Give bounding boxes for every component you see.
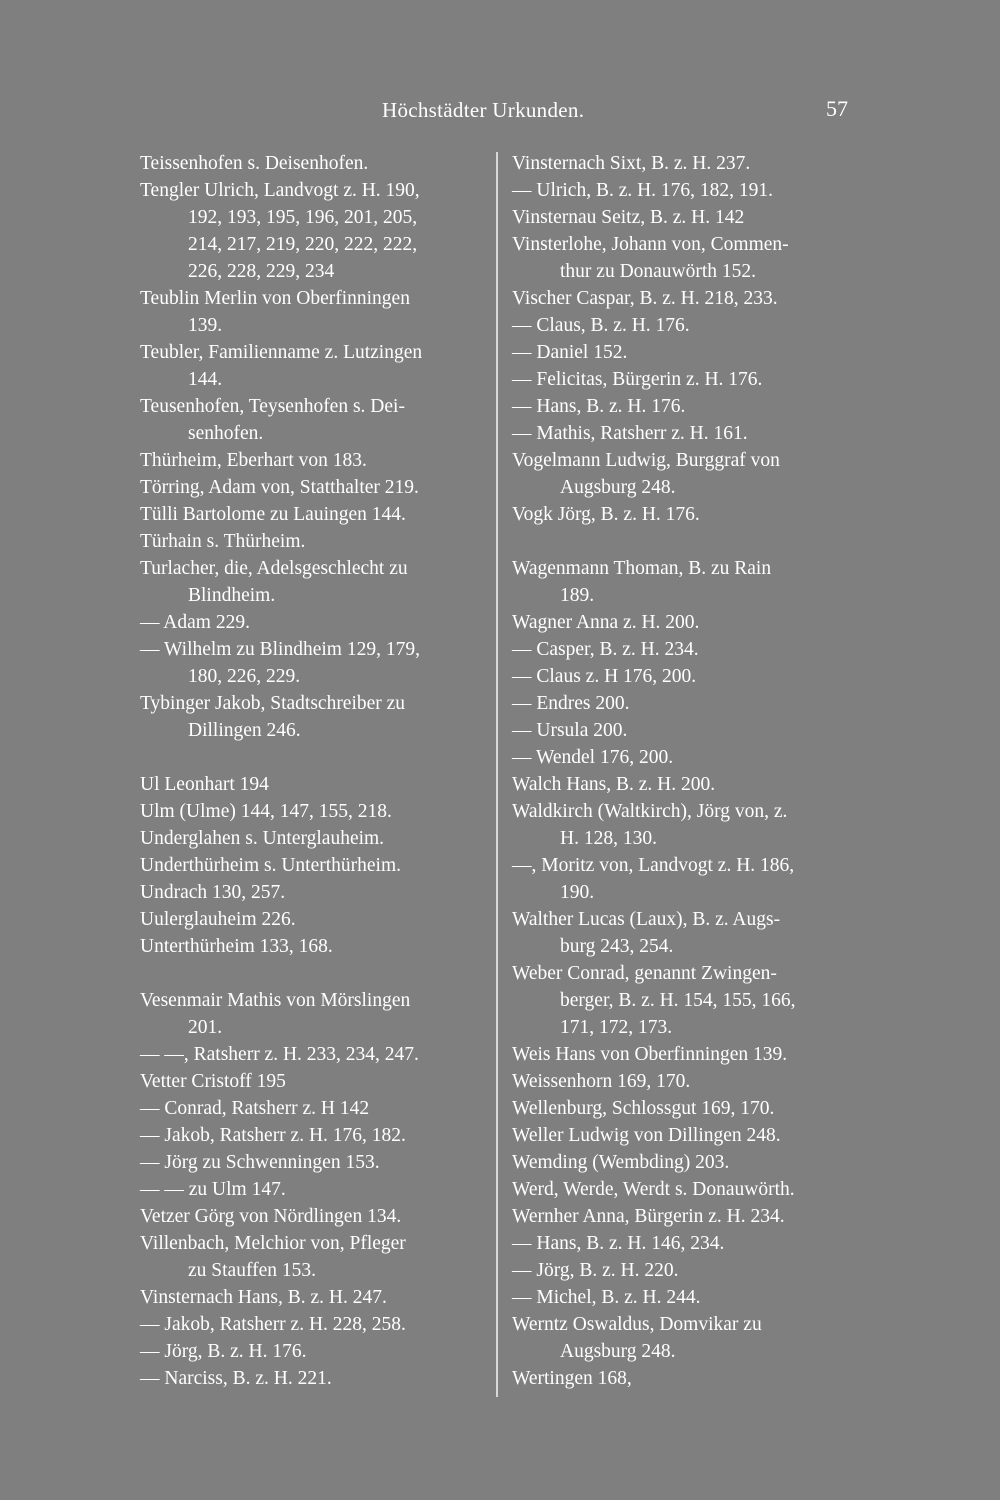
index-entry: Ulm (Ulme) 144, 147, 155, 218. [140, 801, 392, 822]
index-entry-continuation: 180, 226, 229. [188, 666, 301, 687]
section-gap [140, 960, 500, 987]
index-entry-continuation: 226, 228, 229, 234 [188, 261, 335, 282]
index-entry: Wellenburg, Schlossgut 169, 170. [512, 1098, 775, 1119]
index-entry: Vischer Caspar, B. z. H. 218, 233. [512, 288, 778, 309]
index-entry-continuation: 190. [560, 882, 595, 903]
running-title: Höchstädter Urkunden. [382, 98, 585, 122]
index-entry-continuation: 171, 172, 173. [560, 1017, 673, 1038]
index-entry: — Felicitas, Bürgerin z. H. 176. [512, 369, 763, 390]
index-entry: Werntz Oswaldus, Domvikar zu [512, 1314, 762, 1335]
index-entry: — Claus, B. z. H. 176. [512, 315, 690, 336]
index-entry: Vogelmann Ludwig, Burggraf von [512, 450, 780, 471]
index-entry: — — zu Ulm 147. [140, 1179, 286, 1200]
left-index-column [140, 150, 500, 1392]
index-entry: — Endres 200. [512, 693, 630, 714]
index-entry-continuation: berger, B. z. H. 154, 155, 166, [560, 990, 796, 1011]
index-entry: Türhain s. Thürheim. [140, 531, 306, 552]
index-entry: — Jakob, Ratsherr z. H. 176, 182. [140, 1125, 406, 1146]
index-entry: Waldkirch (Waltkirch), Jörg von, z. [512, 801, 788, 822]
index-entry-continuation: senhofen. [188, 423, 264, 444]
index-entry: — Ursula 200. [512, 720, 628, 741]
index-entry-continuation: 214, 217, 219, 220, 222, 222, [188, 234, 418, 255]
index-entry: — Jörg, B. z. H. 220. [512, 1260, 679, 1281]
index-entry: Tengler Ulrich, Landvogt z. H. 190, [140, 180, 420, 201]
index-entry: Teusenhofen, Teysenhofen s. Dei- [140, 396, 405, 417]
page-number: 57 [826, 96, 848, 121]
index-entry: Ul Leonhart 194 [140, 774, 269, 795]
index-entry: Unterthürheim 133, 168. [140, 936, 333, 957]
index-entry: Wertingen 168, [512, 1368, 632, 1389]
index-entry: — Hans, B. z. H. 146, 234. [512, 1233, 725, 1254]
index-entry: Walther Lucas (Laux), B. z. Augs- [512, 909, 781, 930]
index-entry: Vetzer Görg von Nördlingen 134. [140, 1206, 402, 1227]
index-entry: —, Moritz von, Landvogt z. H. 186, [512, 855, 795, 876]
index-entry: Underthürheim s. Unterthürheim. [140, 855, 402, 876]
index-entry-continuation: 144. [188, 369, 223, 390]
column-divider [496, 152, 498, 1397]
index-entry: — Daniel 152. [512, 342, 628, 363]
index-entry: Weller Ludwig von Dillingen 248. [512, 1125, 781, 1146]
index-entry: — Narciss, B. z. H. 221. [140, 1368, 332, 1389]
index-entry: — Jörg zu Schwenningen 153. [140, 1152, 380, 1173]
right-index-column [512, 150, 882, 1392]
index-entry: Wernher Anna, Bürgerin z. H. 234. [512, 1206, 785, 1227]
index-entry: Thürheim, Eberhart von 183. [140, 450, 367, 471]
index-entry: Vinsternau Seitz, B. z. H. 142 [512, 207, 745, 228]
index-entry: — Mathis, Ratsherr z. H. 161. [512, 423, 748, 444]
page-header [0, 92, 1000, 132]
index-entry-continuation: zu Stauffen 153. [188, 1260, 316, 1281]
index-entry: Vinsternach Hans, B. z. H. 247. [140, 1287, 387, 1308]
index-entry: — Claus z. H 176, 200. [512, 666, 697, 687]
index-entry: — Casper, B. z. H. 234. [512, 639, 699, 660]
index-entry: Vogk Jörg, B. z. H. 176. [512, 504, 700, 525]
index-entry: — Wilhelm zu Blindheim 129, 179, [140, 639, 420, 660]
index-entry: Werd, Werde, Werdt s. Donauwörth. [512, 1179, 795, 1200]
index-entry: — Conrad, Ratsherr z. H 142 [140, 1098, 370, 1119]
index-entry: Wemding (Wembding) 203. [512, 1152, 730, 1173]
index-entry: — Wendel 176, 200. [512, 747, 674, 768]
index-entry: Tülli Bartolome zu Lauingen 144. [140, 504, 406, 525]
index-entry: Teissenhofen s. Deisenhofen. [140, 153, 369, 174]
index-entry-continuation: Blindheim. [188, 585, 276, 606]
index-entry: — —, Ratsherr z. H. 233, 234, 247. [140, 1044, 419, 1065]
index-entry: Vesenmair Mathis von Mörslingen [140, 990, 411, 1011]
section-gap [140, 744, 500, 771]
index-entry: — Jakob, Ratsherr z. H. 228, 258. [140, 1314, 406, 1335]
index-entry: Weissenhorn 169, 170. [512, 1071, 691, 1092]
index-entry: Vetter Cristoff 195 [140, 1071, 286, 1092]
index-entry-continuation: thur zu Donauwörth 152. [560, 261, 757, 282]
index-entry: Underglahen s. Unterglauheim. [140, 828, 385, 849]
index-entry-continuation: 192, 193, 195, 196, 201, 205, [188, 207, 418, 228]
index-entry-continuation: Augsburg 248. [560, 477, 676, 498]
index-entry-continuation: 189. [560, 585, 595, 606]
index-entry: Törring, Adam von, Statthalter 219. [140, 477, 419, 498]
index-entry: Weber Conrad, genannt Zwingen- [512, 963, 777, 984]
index-entry: — Ulrich, B. z. H. 176, 182, 191. [512, 180, 774, 201]
index-entry-continuation: H. 128, 130. [560, 828, 657, 849]
index-entry: Turlacher, die, Adelsgeschlecht zu [140, 558, 408, 579]
index-entry: — Hans, B. z. H. 176. [512, 396, 686, 417]
index-entry: Wagenmann Thoman, B. zu Rain [512, 558, 772, 579]
index-entry: Wagner Anna z. H. 200. [512, 612, 700, 633]
index-entry: — Michel, B. z. H. 244. [512, 1287, 701, 1308]
index-entry: Vinsterlohe, Johann von, Commen- [512, 234, 789, 255]
index-entry: Uulerglauheim 226. [140, 909, 296, 930]
index-entry: Teublin Merlin von Oberfinningen [140, 288, 410, 309]
index-entry: Undrach 130, 257. [140, 882, 286, 903]
index-entry-continuation: Augsburg 248. [560, 1341, 676, 1362]
index-entry: Weis Hans von Oberfinningen 139. [512, 1044, 788, 1065]
index-entry: Walch Hans, B. z. H. 200. [512, 774, 716, 795]
index-entry-continuation: 139. [188, 315, 223, 336]
index-entry: Vinsternach Sixt, B. z. H. 237. [512, 153, 751, 174]
index-entry-continuation: 201. [188, 1017, 223, 1038]
index-entry: Villenbach, Melchior von, Pfleger [140, 1233, 406, 1254]
index-entry: Teubler, Familienname z. Lutzingen [140, 342, 423, 363]
index-entry-continuation: Dillingen 246. [188, 720, 301, 741]
section-gap [512, 528, 882, 555]
index-entry: — Adam 229. [140, 612, 250, 633]
index-entry: Tybinger Jakob, Stadtschreiber zu [140, 693, 406, 714]
index-entry: — Jörg, B. z. H. 176. [140, 1341, 307, 1362]
index-entry-continuation: burg 243, 254. [560, 936, 674, 957]
